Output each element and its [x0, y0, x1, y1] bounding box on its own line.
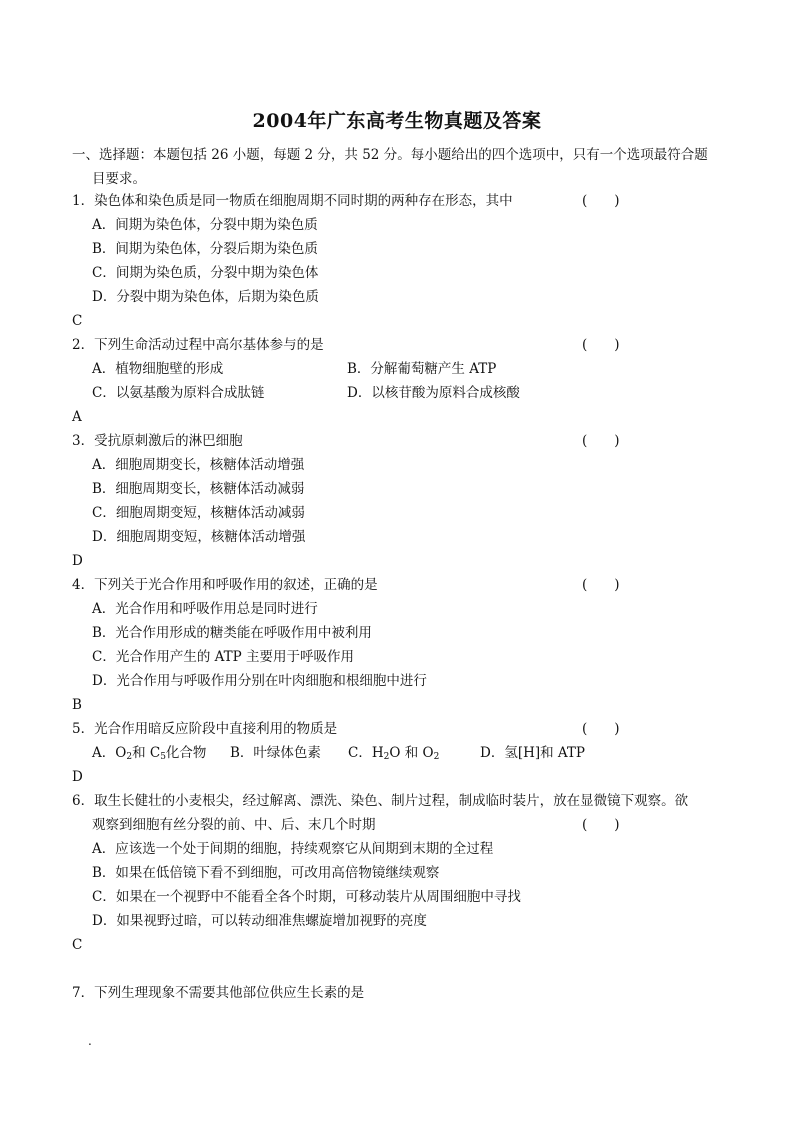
question-4-answer-blank: ( ) [582, 577, 620, 593]
question-5-option-d: D．氢[H]和 ATP [480, 745, 586, 761]
section-intro-line1: 一、选择题：本题包括 26 小题，每题 2 分，共 52 分。每小题给出的四个选项中，只有一个选项最符合题 [72, 147, 708, 163]
question-3-stem: 3．受抗原刺激后的淋巴细胞 [72, 433, 243, 449]
question-6-option-c: C．如果在一个视野中不能看全各个时期，可移动装片从周围细胞中寻找 [92, 889, 521, 905]
question-1-option-b: B．间期为染色体，分裂后期为染色质 [92, 241, 318, 257]
question-6-option-a: A．应该选一个处于间期的细胞，持续观察它从间期到末期的全过程 [92, 841, 494, 857]
question-2-answer: A [72, 409, 82, 425]
question-6-stem-continued: 观察到细胞有丝分裂的前、中、后、末几个时期 [92, 817, 376, 833]
question-3-option-a: A．细胞周期变长，核糖体活动增强 [92, 457, 305, 473]
question-6-option-b: B．如果在低倍镜下看不到细胞，可改用高倍物镜继续观察 [92, 865, 440, 881]
question-5-answer: D [72, 769, 83, 785]
question-3-answer-blank: ( ) [582, 433, 620, 449]
question-2-option-a: A．植物细胞壁的形成 [92, 361, 224, 377]
question-6-answer-blank: ( ) [582, 817, 620, 833]
question-6-option-d: D．如果视野过暗，可以转动细准焦螺旋增加视野的亮度 [92, 913, 427, 929]
question-1-stem: 1．染色体和染色质是同一物质在细胞周期不同时期的两种存在形态，其中 [72, 193, 513, 209]
question-2-stem: 2．下列生命活动过程中高尔基体参与的是 [72, 337, 324, 353]
question-3-option-c: C．细胞周期变短，核糖体活动减弱 [92, 505, 305, 521]
question-2-option-c: C．以氨基酸为原料合成肽链 [92, 385, 265, 401]
question-6-stem: 6．取生长健壮的小麦根尖，经过解离、漂洗、染色、制片过程，制成临时装片，放在显微镜下观察。欲 [72, 793, 689, 809]
question-4-option-d: D．光合作用与呼吸作用分别在叶肉细胞和根细胞中进行 [92, 673, 427, 689]
question-1-answer-blank: ( ) [582, 193, 620, 209]
question-4-option-c: C．光合作用产生的 ATP 主要用于呼吸作用 [92, 649, 355, 665]
question-7-stem: 7．下列生理现象不需要其他部位供应生长素的是 [72, 985, 365, 1001]
question-5-option-a: A．$O_2$和 $C_5$化合物 [92, 745, 207, 762]
question-2-answer-blank: ( ) [582, 337, 620, 353]
question-5-stem: 5．光合作用暗反应阶段中直接利用的物质是 [72, 721, 338, 737]
question-3-option-d: D．细胞周期变短，核糖体活动增强 [92, 529, 306, 545]
question-3-option-b: B．细胞周期变长，核糖体活动减弱 [92, 481, 305, 497]
question-1-answer: C [72, 313, 83, 329]
question-5-answer-blank: ( ) [582, 721, 620, 737]
question-2-option-d: D．以核苷酸为原料合成核酸 [347, 385, 520, 401]
question-5-option-b: B．叶绿体色素 [230, 745, 321, 761]
question-4-option-a: A．光合作用和呼吸作用总是同时进行 [92, 601, 318, 617]
footer-mark: . [88, 1034, 92, 1048]
question-6-answer: C [72, 937, 83, 953]
question-5-option-c: C．$H_2O$ 和 $O_2$ [348, 745, 440, 762]
question-1-option-d: D．分裂中期为染色体，后期为染色质 [92, 289, 319, 305]
question-1-option-c: C．间期为染色质，分裂中期为染色体 [92, 265, 319, 281]
question-3-answer: D [72, 553, 83, 569]
question-4-option-b: B．光合作用形成的糖类能在呼吸作用中被利用 [92, 625, 372, 641]
section-intro-line2: 目要求。 [92, 171, 146, 187]
question-4-answer: B [72, 697, 82, 713]
question-1-option-a: A．间期为染色体，分裂中期为染色质 [92, 217, 318, 233]
question-2-option-b: B．分解葡萄糖产生 ATP [347, 361, 497, 377]
question-4-stem: 4．下列关于光合作用和呼吸作用的叙述，正确的是 [72, 577, 378, 593]
page-title: 2004年广东高考生物真题及答案 [252, 110, 542, 132]
